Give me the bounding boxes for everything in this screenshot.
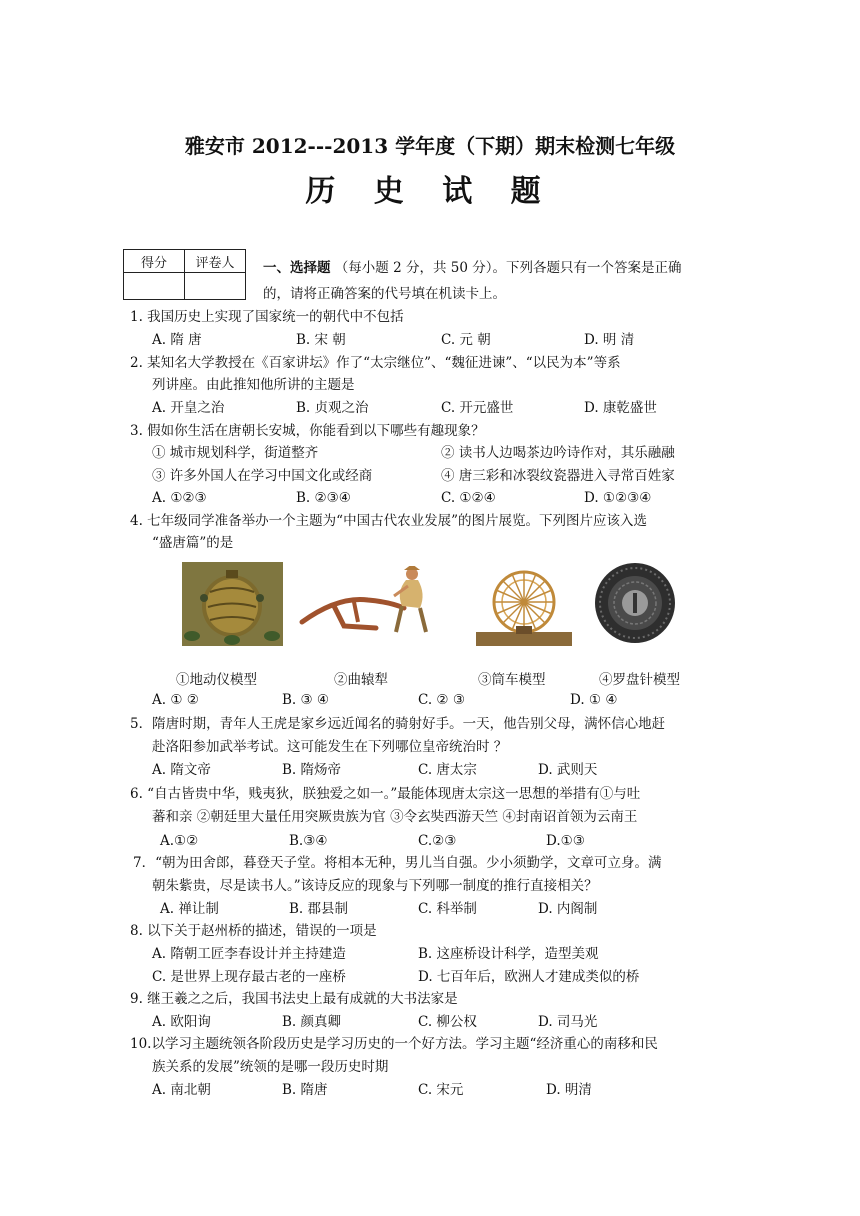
caption-compass: ④罗盘针模型: [599, 672, 680, 688]
q3-statement-3: ③ 许多外国人在学习中国文化或经商: [152, 468, 373, 484]
question-2-line1: 2. 某知名大学教授在《百家讲坛》作了“太宗继位”、“魏征进谏”、“以民为本”等系: [130, 355, 621, 371]
question-4-line1: 4. 七年级同学准备举办一个主题为“中国古代农业发展”的图片展览。下列图片应该入选: [130, 513, 647, 529]
q2-option-d: D. 康乾盛世: [584, 400, 657, 416]
question-5-line2: 赴洛阳参加武举考试。这可能发生在下列哪位皇帝统治时 ？: [152, 739, 508, 755]
q8-option-b: B. 这座桥设计科学，造型美观: [418, 946, 599, 962]
question-7-line1: 7．“朝为田舍郎，暮登天子堂。将相本无种，男儿当自强。少小须勤学，文章可立身。满: [133, 855, 662, 871]
q7-option-d: D. 内阁制: [538, 901, 598, 917]
grader-label: 评卷人: [185, 250, 246, 273]
q3-statement-1: ① 城市规划科学，街道整齐: [152, 445, 319, 461]
question-8: 8. 以下关于赵州桥的描述，错误的一项是: [130, 923, 377, 939]
q4-option-a: A. ① ②: [152, 692, 199, 708]
waterwheel-image: [476, 566, 572, 646]
q5-option-a: A. 隋文帝: [152, 762, 211, 778]
question-4-line2: “盛唐篇”的是: [152, 535, 234, 551]
q10-option-b: B. 隋唐: [282, 1082, 328, 1098]
q7-option-c: C. 科举制: [418, 901, 477, 917]
seismograph-image: [182, 562, 283, 646]
section-instruction-line2: 的，请将正确答案的代号填在机读卡上。: [263, 286, 506, 302]
q7-option-a: A. 禅让制: [160, 901, 219, 917]
q3-option-d: D. ①②③④: [584, 490, 652, 506]
q4-option-b: B. ③ ④: [282, 692, 329, 708]
q3-option-a: A. ①②③: [152, 490, 207, 506]
q1-option-a: A. 隋 唐: [152, 332, 202, 348]
section-instruction: [263, 258, 681, 278]
question-10-line1: 10.以学习主题统领各阶段历史是学习历史的一个好方法。学习主题“经济重心的南移和民: [130, 1036, 658, 1052]
q4-option-c: C. ② ③: [418, 692, 465, 708]
q9-option-d: D. 司马光: [538, 1014, 598, 1030]
section-heading: 一、选择题: [263, 260, 331, 276]
score-box: [123, 249, 246, 300]
q9-option-b: B. 颜真卿: [282, 1014, 342, 1030]
q5-option-b: B. 隋炀帝: [282, 762, 342, 778]
q6-option-c: C.②③: [418, 833, 457, 849]
caption-waterwheel: ③筒车模型: [478, 672, 546, 688]
question-6-line1: 6. “自古皆贵中华，贱夷狄，朕独爱之如一。”最能体现唐太宗这一思想的举措有①与吐: [130, 786, 641, 802]
q1-option-b: B. 宋 朝: [296, 332, 346, 348]
q10-option-a: A. 南北朝: [152, 1082, 211, 1098]
q3-statement-2: ② 读书人边喝茶边吟诗作对，其乐融融: [441, 445, 675, 461]
q6-option-a: A.①②: [160, 833, 199, 849]
q6-option-b: B.③④: [289, 833, 328, 849]
question-2-line2: 列讲座。由此推知他所讲的主题是: [152, 377, 355, 393]
q4-option-d: D. ① ④: [570, 692, 618, 708]
q8-option-c: C. 是世界上现存最古老的一座桥: [152, 969, 346, 985]
curved-plow-image: [298, 566, 440, 636]
grader-cell[interactable]: [185, 273, 246, 300]
question-1: 1. 我国历史上实现了国家统一的朝代中不包括: [130, 309, 404, 325]
q5-option-c: C. 唐太宗: [418, 762, 477, 778]
question-6-line2: 蕃和亲 ②朝廷里大量任用突厥贵族为官 ③令玄奘西游天竺 ④封南诏首领为云南王: [152, 809, 638, 825]
question-10-line2: 族关系的发展”统领的是哪一段历史时期: [152, 1059, 389, 1075]
q2-option-b: B. 贞观之治: [296, 400, 369, 416]
question-9: 9. 继王羲之之后，我国书法史上最有成就的大书法家是: [130, 991, 458, 1007]
q9-option-c: C. 柳公权: [418, 1014, 477, 1030]
q1-option-d: D. 明 清: [584, 332, 635, 348]
q7-option-b: B. 郡县制: [289, 901, 349, 917]
q3-option-b: B. ②③④: [296, 490, 351, 506]
question-7-line2: 朝朱紫贵，尽是读书人。”该诗反应的现象与下列哪一制度的推行直接相关？: [152, 878, 598, 894]
exam-subject-title: 历 史 试 题: [305, 174, 555, 209]
q8-option-a: A. 隋朝工匠李春设计并主持建造: [152, 946, 346, 962]
q2-option-a: A. 开皇之治: [152, 400, 225, 416]
q10-option-d: D. 明清: [546, 1082, 592, 1098]
q3-option-c: C. ①②④: [441, 490, 496, 506]
q8-option-d: D. 七百年后，欧洲人才建成类似的桥: [418, 969, 640, 985]
score-cell[interactable]: [124, 273, 185, 300]
q2-option-c: C. 开元盛世: [441, 400, 514, 416]
caption-seismograph: ①地动仪模型: [176, 672, 257, 688]
question-5-line1: 5．隋唐时期，青年人王虎是家乡远近闻名的骑射好手。一天，他告别父母，满怀信心地赶: [130, 716, 666, 732]
q1-option-c: C. 元 朝: [441, 332, 491, 348]
section-instruction-line1: （每小题 2 分，共 50 分）。下列各题只有一个答案是正确: [334, 260, 682, 276]
exam-title: 雅安市 2012---2013 学年度（下期）期末检测七年级: [184, 134, 676, 158]
score-label: 得分: [124, 250, 185, 273]
q10-option-c: C. 宋元: [418, 1082, 464, 1098]
q3-statement-4: ④ 唐三彩和冰裂纹瓷器进入寻常百姓家: [441, 468, 675, 484]
question-3: 3. 假如你生活在唐朝长安城，你能看到以下哪些有趣现象？: [130, 423, 485, 439]
q6-option-d: D.①③: [546, 833, 585, 849]
q9-option-a: A. 欧阳询: [152, 1014, 211, 1030]
caption-curved-plow: ②曲辕犁: [334, 672, 388, 688]
compass-image: [594, 562, 676, 644]
q5-option-d: D. 武则天: [538, 762, 598, 778]
